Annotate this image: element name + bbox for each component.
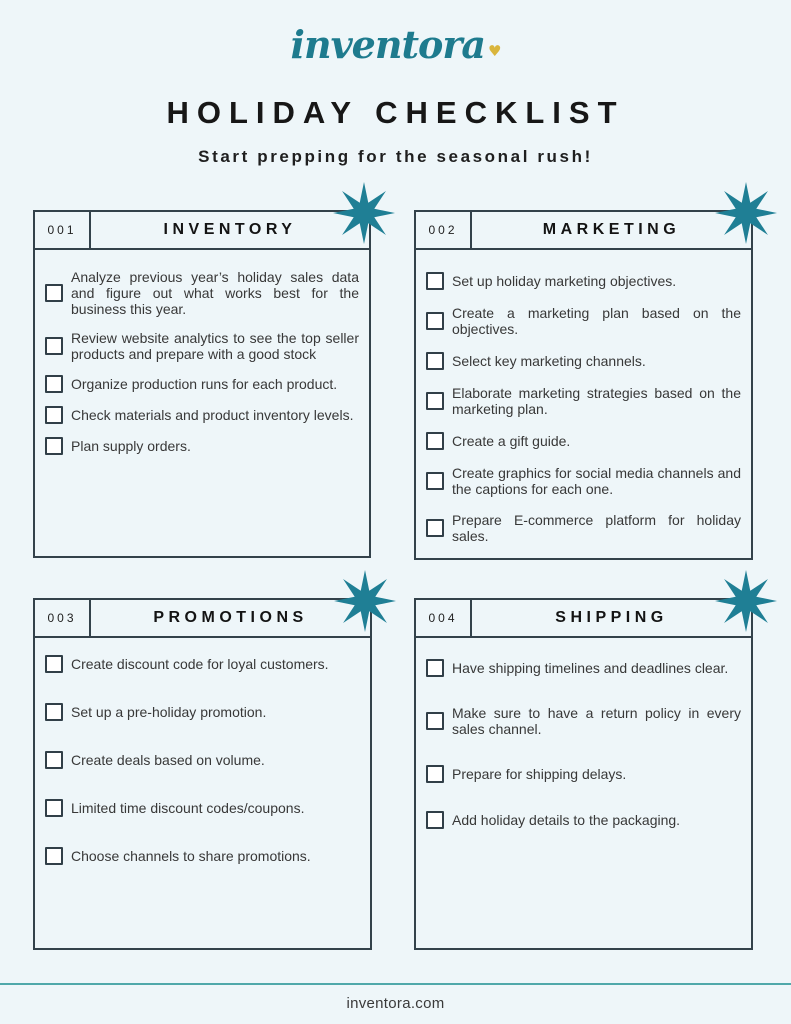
section-title: MARKETING: [542, 221, 681, 238]
checklist-item-label: Add holiday details to the packaging.: [452, 812, 681, 828]
checkbox[interactable]: [45, 437, 63, 455]
section-number: 001: [35, 212, 91, 248]
checklist-item: [426, 465, 741, 497]
checklist-item-label: Create graphics for social media channels and the captions for each one.: [452, 465, 741, 497]
checklist-item-label: Prepare E-commerce platform for holiday sales.: [452, 512, 741, 544]
section-box: [33, 598, 372, 950]
checklist-item: [45, 269, 359, 317]
checkbox[interactable]: [45, 847, 63, 865]
checklist-item: [45, 799, 360, 817]
page-subtitle: Start prepping for the seasonal rush!: [198, 147, 593, 166]
checklist-item: [426, 765, 741, 783]
checklist-item: [45, 375, 359, 393]
checklist-item-label: Review website analytics to see the top seller products and prepare with a good stock: [71, 330, 359, 362]
checkbox[interactable]: [45, 655, 63, 673]
checkbox[interactable]: [426, 392, 444, 410]
checklist-item: [45, 703, 360, 721]
footer-url: inventora.com: [346, 995, 445, 1012]
checklist-item: [45, 751, 360, 769]
checklist-item: [45, 437, 359, 455]
section-header: [35, 600, 370, 638]
checkbox[interactable]: [426, 352, 444, 370]
section-title: INVENTORY: [163, 221, 297, 238]
checklist-item-label: Select key marketing channels.: [452, 353, 646, 369]
checkbox[interactable]: [426, 765, 444, 783]
checklist: [35, 638, 370, 865]
page-title: HOLIDAY CHECKLIST: [166, 95, 625, 130]
checkbox[interactable]: [426, 432, 444, 450]
checklist-item-label: Organize production runs for each product.: [71, 376, 338, 392]
checklist-item: [426, 272, 741, 290]
checklist-item-label: Prepare for shipping delays.: [452, 766, 627, 782]
checklist-item: [45, 330, 359, 362]
checkbox[interactable]: [45, 751, 63, 769]
checkbox[interactable]: [426, 712, 444, 730]
checkbox[interactable]: [426, 659, 444, 677]
section-header: [416, 600, 751, 638]
checklist-item-label: Set up holiday marketing objectives.: [452, 273, 677, 289]
brand-logo: [0, 22, 791, 67]
brand-logo-text: inventora: [290, 22, 486, 67]
section-box: [414, 210, 753, 560]
checkbox[interactable]: [45, 284, 63, 302]
checklist-item-label: Plan supply orders.: [71, 438, 191, 454]
checklist-item-label: Make sure to have a return policy in every sales channel.: [452, 705, 741, 737]
checklist-item-label: Limited time discount codes/coupons.: [71, 800, 305, 816]
checklist-item-label: Check materials and product inventory levels.: [71, 407, 354, 423]
checklist-item-label: Create a gift guide.: [452, 433, 571, 449]
section-number: 002: [416, 212, 472, 248]
section-number: 004: [416, 600, 472, 636]
footer-divider: [0, 983, 791, 985]
checkbox[interactable]: [45, 406, 63, 424]
checkbox[interactable]: [426, 472, 444, 490]
checklist-item: [426, 659, 741, 677]
checkbox[interactable]: [426, 519, 444, 537]
checklist-item-label: Analyze previous year’s holiday sales data and figure out what works best for the business this year.: [71, 269, 359, 317]
checklist-item: [426, 811, 741, 829]
section-box: [33, 210, 371, 558]
section-box: [414, 598, 753, 950]
checklist-item: [45, 406, 359, 424]
checklist-item: [45, 655, 360, 673]
checklist-item: [426, 352, 741, 370]
checklist-item-label: Set up a pre-holiday promotion.: [71, 704, 267, 720]
checklist-item-label: Elaborate marketing strategies based on the marketing plan.: [452, 385, 741, 417]
checklist: [416, 250, 751, 544]
section-header: [416, 212, 751, 250]
section-title: PROMOTIONS: [153, 609, 308, 626]
checkbox[interactable]: [426, 312, 444, 330]
checklist: [35, 250, 369, 455]
checkbox[interactable]: [45, 799, 63, 817]
section-number: 003: [35, 600, 91, 636]
checklist-item-label: Create deals based on volume.: [71, 752, 265, 768]
checklist-item: [45, 847, 360, 865]
checkbox[interactable]: [426, 811, 444, 829]
checklist-item: [426, 305, 741, 337]
checklist-item-label: Choose channels to share promotions.: [71, 848, 311, 864]
checkbox[interactable]: [45, 375, 63, 393]
checklist-item: [426, 385, 741, 417]
checklist-item: [426, 705, 741, 737]
checkbox[interactable]: [426, 272, 444, 290]
heart-icon: ♥: [488, 42, 501, 60]
checklist-item-label: Have shipping timelines and deadlines clear.: [452, 660, 729, 676]
checklist: [416, 638, 751, 829]
checkbox[interactable]: [45, 703, 63, 721]
checkbox[interactable]: [45, 337, 63, 355]
section-title: SHIPPING: [555, 609, 668, 626]
checklist-item-label: Create discount code for loyal customers.: [71, 656, 329, 672]
checklist-item-label: Create a marketing plan based on the objectives.: [452, 305, 741, 337]
checklist-item: [426, 432, 741, 450]
section-header: [35, 212, 369, 250]
checklist-item: [426, 512, 741, 544]
